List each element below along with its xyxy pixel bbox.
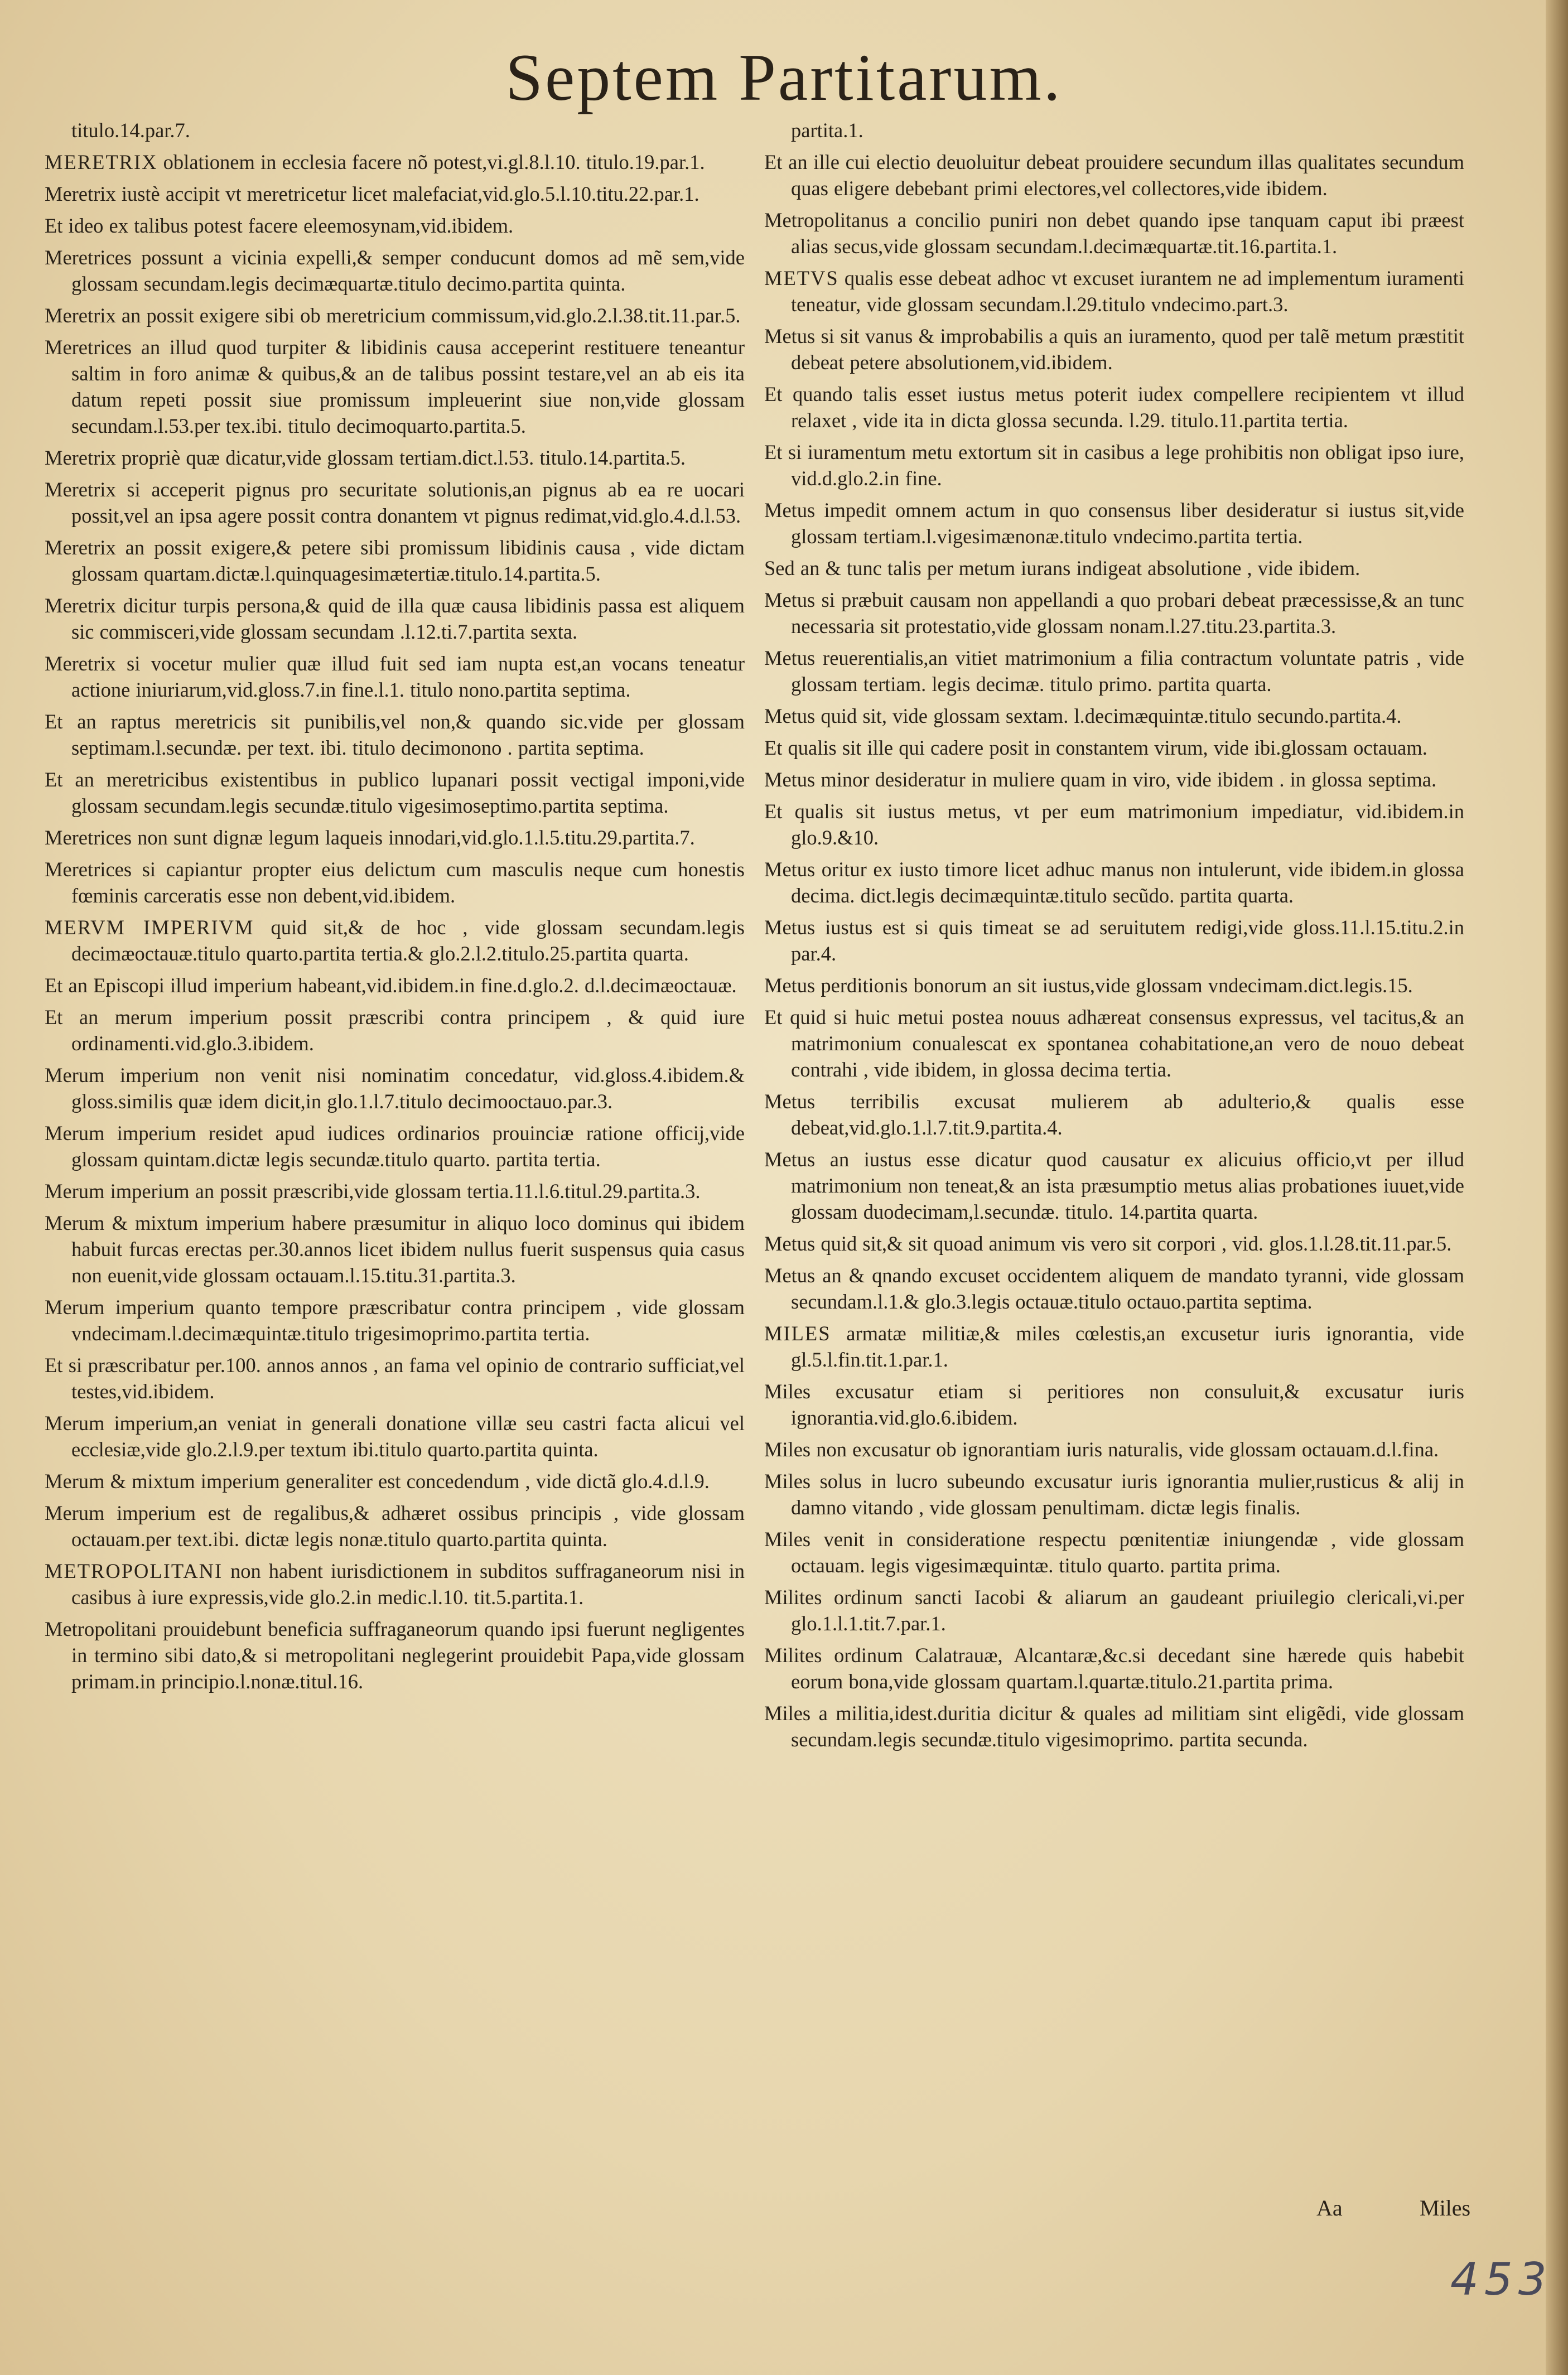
entry-headword: MERETRIX xyxy=(45,151,158,173)
entry-text: Et si iuramentum metu extortum sit in casibus a lege prohibitis non obligat ipso iure, vid.d.glo.2.in fine. xyxy=(764,441,1464,490)
index-entry xyxy=(45,181,745,207)
entry-text: Et an meretricibus existentibus in publico lupanari possit vectigal imponi,vide glossam secundam.legis secundæ.titulo vigesimoseptimo.partita septima. xyxy=(45,768,745,817)
index-entry xyxy=(764,1700,1464,1753)
index-entry xyxy=(45,1004,745,1056)
index-entry xyxy=(764,1642,1464,1695)
entry-text: Metus si præbuit causam non appellandi a quo probari debeat præcessisse,& an tunc necessaria sit protestatio,vide glossam nonam.l.27.titu.23.partita.3. xyxy=(764,588,1464,638)
entry-text: Meretrix an possit exigere,& petere sibi promissum libidinis causa , vide dictam glossam quartam.dictæ.l.quinquagesimætertiæ.titulo.14.partita.5. xyxy=(45,536,745,585)
entry-text: Metus oritur ex iusto timore licet adhuc manus non intulerunt, vide ibidem.in glossa decima. dict.legis decimæquintæ.titulo secũdo. partita quarta. xyxy=(764,858,1464,907)
entry-text: armatæ militiæ,& miles cœlestis,an excusetur iuris ignorantia, vide gl.5.l.fin.tit.1.par.1. xyxy=(791,1322,1464,1371)
index-entry xyxy=(45,1178,745,1204)
index-entry xyxy=(764,1004,1464,1083)
index-entry xyxy=(764,1378,1464,1431)
index-entry xyxy=(45,592,745,645)
index-entry xyxy=(764,1468,1464,1520)
index-entry xyxy=(764,798,1464,851)
entry-text: Et an raptus meretricis sit punibilis,vel non,& quando sic.vide per glossam septimam.l.secundæ. per text. ibi. titulo decimonono . partita septima. xyxy=(45,710,745,759)
index-entry xyxy=(45,914,745,967)
entry-text: Meretrix iustè accipit vt meretricetur licet malefaciat,vid.glo.5.l.10.titu.22.par.1. xyxy=(45,182,699,205)
catchword: Miles xyxy=(1420,2195,1471,2220)
index-entry xyxy=(45,1210,745,1288)
entry-text: Meretrices an illud quod turpiter & libidinis causa acceperint restituere teneantur saltim in foro animæ & quibus,& an de talibus possint testare,vel an ab eis ita datum repeti possit siue promissum impleuerint siue non,vide glossam secundam.l.53.per tex.ibi. titulo decimoquarto.partita.5. xyxy=(45,336,745,437)
entry-text: Metus impedit omnem actum in quo consensus liber desideratur si iustus sit,vide glossam tertiam.l.vigesimænonæ.titulo vndecimo.partita tertia. xyxy=(764,499,1464,548)
entry-text: Metus reuerentialis,an vitiet matrimonium a filia contractum voluntate patris , vide glossam tertiam. legis decimæ. titulo primo. partita quarta. xyxy=(764,646,1464,696)
index-entry xyxy=(764,555,1464,581)
index-entry xyxy=(45,1500,745,1552)
right-column xyxy=(764,117,1464,1758)
index-entry xyxy=(45,302,745,329)
page-title: Septem Partitarum. xyxy=(505,40,1063,114)
entry-text: Et quid si huic metui postea nouus adhæreat consensus expressus, vel tacitus,& an matrimonium conualescat ex spontanea cohabitatione,an vero de nouo debeat contrahi , vide ibidem, in glossa decima tertia. xyxy=(764,1006,1464,1081)
index-entry xyxy=(45,824,745,851)
entry-text: Miles non excusatur ob ignorantiam iuris naturalis, vide glossam octauam.d.l.fina. xyxy=(764,1438,1439,1461)
index-entry xyxy=(45,244,745,297)
entry-headword: METROPOLITANI xyxy=(45,1560,223,1582)
index-entry xyxy=(764,703,1464,729)
index-entry xyxy=(764,587,1464,639)
entry-text: Metus an & qnando excuset occidentem aliquem de mandato tyranni, vide glossam secundam.l.1.& glo.3.legis octauæ.titulo octauo.partita septima. xyxy=(764,1264,1464,1313)
index-entry xyxy=(45,766,745,819)
entry-text: Et an merum imperium possit præscribi contra principem , & quid iure ordinamenti.vid.glo.3.ibidem. xyxy=(45,1006,745,1055)
entry-text: Meretrices non sunt dignæ legum laqueis innodari,vid.glo.1.l.5.titu.29.partita.7. xyxy=(45,826,695,849)
entry-text: Et ideo ex talibus potest facere eleemosynam,vid.ibidem. xyxy=(45,214,514,237)
entry-text: Merum imperium residet apud iudices ordinarios prouinciæ ratione officij,vide glossam quintam.dictæ legis secundæ.titulo quarto. partita tertia. xyxy=(45,1122,745,1171)
index-entry xyxy=(764,1146,1464,1225)
entry-text: Miles a militia,idest.duritia dicitur & quales ad militiam sint eligẽdi, vide glossam secundam.legis secundæ.titulo vigesimoprimo. partita secunda. xyxy=(764,1702,1464,1751)
index-entry xyxy=(45,213,745,239)
index-entry xyxy=(764,1526,1464,1578)
page-edge xyxy=(1546,0,1568,2375)
entry-text: Metus terribilis excusat mulierem ab adulterio,& qualis esse debeat,vid.glo.1.l.7.tit.9.partita.4. xyxy=(764,1090,1464,1139)
index-entry xyxy=(764,497,1464,549)
entry-text: Merum imperium,an veniat in generali donatione villæ seu castri facta alicui vel ecclesiæ,vide glo.2.l.9.per textum ibi.titulo quarto.partita quinta. xyxy=(45,1412,745,1461)
entry-text: Merum imperium quanto tempore præscribatur contra principem , vide glossam vndecimam.l.decimæquintæ.titulo trigesimoprimo.partita tertia. xyxy=(45,1296,745,1345)
index-entry xyxy=(45,1616,745,1695)
entry-text: Metropolitani prouidebunt beneficia suffraganeorum quando ipsi fuerunt negligentes in termino sibi dato,& si metropolitani neglegerint prouidebit Papa,vide glossam primam.in principio.l.nonæ.titul.16. xyxy=(45,1618,745,1693)
left-column xyxy=(45,117,745,1700)
entry-text: Merum imperium non venit nisi nominatim concedatur, vid.gloss.4.ibidem.& gloss.similis quæ idem dicit,in glo.1.l.7.titulo decimooctauo.par.3. xyxy=(45,1064,745,1113)
entry-text: Miles venit in consideratione respectu pœnitentiæ iniungendæ , vide glossam octauam. legis vigesimæquintæ. titulo quarto. partita prima. xyxy=(764,1528,1464,1577)
index-entry xyxy=(764,856,1464,909)
entry-text: Et an Episcopi illud imperium habeant,vid.ibidem.in fine.d.glo.2. d.l.decimæoctauæ. xyxy=(45,974,737,997)
entry-text: Miles excusatur etiam si peritiores non consuluit,& excusatur iuris ignorantia.vid.glo.6.ibidem. xyxy=(764,1380,1464,1429)
entry-text: Milites ordinum sancti Iacobi & aliarum an gaudeant priuilegio clericali,vi.per glo.1.l.1.tit.7.par.1. xyxy=(764,1586,1464,1635)
entry-text: Et an ille cui electio deuoluitur debeat prouidere secundum illas qualitates secundum quas eligere debebant primi electores,vel collectores,vide ibidem. xyxy=(764,151,1464,200)
index-entry xyxy=(45,708,745,761)
entry-headword: MILES xyxy=(764,1322,831,1345)
entry-headword: MERVM IMPERIVM xyxy=(45,916,254,939)
entry-text: Metus perditionis bonorum an sit iustus,vide glossam vndecimam.dict.legis.15. xyxy=(764,974,1413,997)
index-entry xyxy=(764,381,1464,433)
index-entry xyxy=(764,735,1464,761)
index-entry xyxy=(764,207,1464,259)
index-entry xyxy=(45,334,745,439)
index-entry xyxy=(45,1352,745,1404)
index-entry xyxy=(45,650,745,703)
index-entry xyxy=(45,856,745,909)
entry-text: non habent iurisdictionem in subditos suffraganeorum nisi in casibus à iure expressis,vide glo.2.in medic.l.10. tit.5.partita.1. xyxy=(71,1560,745,1609)
entry-text: Meretrix si vocetur mulier quæ illud fuit sed iam nupta est,an vocans teneatur actione iniuriarum,vid.gloss.7.in fine.l.1. titulo nono.partita septima. xyxy=(45,652,745,701)
index-entry xyxy=(45,1468,745,1494)
entry-text: Metus si sit vanus & improbabilis a quis an iuramento, quod per talẽ metum præstitit debeat petere absolutionem,vid.ibidem. xyxy=(764,325,1464,374)
entry-text: Meretrix propriè quæ dicatur,vide glossam tertiam.dict.l.53. titulo.14.partita.5. xyxy=(45,446,686,469)
index-entry xyxy=(45,476,745,529)
entry-text: Et quando talis esset iustus metus poterit iudex compellere recipientem vt illud relaxet , vide ita in dicta glossa secunda. l.29. titulo.11.partita tertia. xyxy=(764,383,1464,432)
index-entry xyxy=(764,645,1464,697)
entry-text: Et qualis sit iustus metus, vt per eum matrimonium impediatur, vid.ibidem.in glo.9.&10. xyxy=(764,800,1464,849)
index-entry xyxy=(45,534,745,587)
entry-text: Meretrices possunt a vicinia expelli,& semper conducunt domos ad mẽ sem,vide glossam secundam.legis decimæquartæ.titulo decimo.partita quinta. xyxy=(45,246,745,295)
entry-text: oblationem in ecclesia facere nõ potest,vi.gl.8.l.10. titulo.19.par.1. xyxy=(157,151,705,173)
entry-text: Metus an iustus esse dicatur quod causatur ex alicuius officio,vt per illud matrimonium non teneat,& an ista præsumptio metus alias probationes iuuet,vide glossam duodecimam,l.secundæ. titulo. 14.partita quarta. xyxy=(764,1148,1464,1223)
index-entry xyxy=(764,1320,1464,1373)
entry-text: Merum imperium est de regalibus,& adhæret ossibus principis , vide glossam octauam.per text.ibi. dictæ legis nonæ.titulo quarto.partita quinta. xyxy=(45,1502,745,1551)
entry-text: Merum & mixtum imperium generaliter est concedendum , vide dictã glo.4.d.l.9. xyxy=(45,1470,710,1493)
entry-text: Et qualis sit ille qui cadere posit in constantem virum, vide ibi.glossam octauam. xyxy=(764,736,1427,759)
index-entry xyxy=(45,1558,745,1610)
index-entry xyxy=(45,972,745,998)
index-entry xyxy=(45,1062,745,1114)
entry-headword: METVS xyxy=(764,267,839,289)
index-entry xyxy=(764,439,1464,491)
entry-text: Metropolitanus a concilio puniri non debet quando ipse tanquam caput ibi præest alias secus,vide glossam secundam.l.decimæquartæ.tit.16.partita.1. xyxy=(764,209,1464,258)
entry-text: Metus quid sit, vide glossam sextam. l.decimæquintæ.titulo secundo.partita.4. xyxy=(764,704,1402,727)
entry-text: Et si præscribatur per.100. annos annos , an fama vel opinio de contrario sufficiat,vel testes,vid.ibidem. xyxy=(45,1354,745,1403)
index-entry xyxy=(45,117,745,143)
index-entry xyxy=(764,914,1464,967)
index-entry xyxy=(764,323,1464,375)
entry-text: Meretrix si acceperit pignus pro securitate solutionis,an pignus ab ea re uocari possit,vel an ipsa agere possit contra donantem vt pignus redimat,vid.glo.4.d.l.53. xyxy=(45,478,745,527)
entry-text: titulo.14.par.7. xyxy=(71,119,190,142)
index-entry xyxy=(764,117,1464,143)
index-entry xyxy=(764,1088,1464,1141)
entry-text: Miles solus in lucro subeundo excusatur iuris ignorantia mulier,rusticus & alij in damno vitando , vide glossam penultimam. dictæ legis finalis. xyxy=(764,1470,1464,1519)
entry-text: Meretrix dicitur turpis persona,& quid de illa quæ causa libidinis passa est aliquem sic commisceri,vide glossam secundam .l.12.ti.7.partita sexta. xyxy=(45,594,745,643)
entry-text: Merum imperium an possit præscribi,vide glossam tertia.11.l.6.titul.29.partita.3. xyxy=(45,1180,701,1203)
entry-text: Metus quid sit,& sit quoad animum vis vero sit corpori , vid. glos.1.l.28.tit.11.par.5. xyxy=(764,1232,1452,1255)
index-entry xyxy=(45,1120,745,1172)
entry-text: partita.1. xyxy=(791,119,863,142)
entry-text: Milites ordinum Calatrauæ, Alcantaræ,&c.si decedant sine hærede quis habebit eorum bona,vide glossam quartam.l.quartæ.titulo.21.partita prima. xyxy=(764,1644,1464,1693)
index-entry xyxy=(764,1436,1464,1462)
entry-text: Meretrix an possit exigere sibi ob meretricium commissum,vid.glo.2.l.38.tit.11.par.5. xyxy=(45,304,741,327)
entry-text: Metus iustus est si quis timeat se ad seruitutem redigi,vide gloss.11.l.15.titu.2.in par.4. xyxy=(764,916,1464,965)
entry-text: quid sit,& de hoc , vide glossam secundam.legis decimæoctauæ.titulo quarto.partita tertia.& glo.2.l.2.titulo.25.partita quarta. xyxy=(71,916,745,965)
index-entry xyxy=(764,1584,1464,1637)
index-entry xyxy=(764,1230,1464,1257)
signature-mark: Aa xyxy=(1316,2195,1343,2220)
index-entry xyxy=(764,972,1464,998)
index-entry xyxy=(764,766,1464,793)
entry-text: Metus minor desideratur in muliere quam in viro, vide ibidem . in glossa septima. xyxy=(764,768,1437,791)
index-entry xyxy=(45,445,745,471)
index-entry xyxy=(45,149,745,175)
folio-number: 453 xyxy=(1450,2253,1552,2305)
index-entry xyxy=(764,149,1464,201)
entry-text: qualis esse debeat adhoc vt excuset iurantem ne ad implementum iuramenti teneatur, vide glossam secundam.l.29.titulo vndecimo.part.3. xyxy=(791,267,1464,316)
entry-text: Meretrices si capiantur propter eius delictum cum masculis neque cum honestis fœminis carceratis esse non debent,vid.ibidem. xyxy=(45,858,745,907)
index-entry xyxy=(764,1262,1464,1315)
entry-text: Sed an & tunc talis per metum iurans indigeat absolutione , vide ibidem. xyxy=(764,557,1360,580)
entry-text: Merum & mixtum imperium habere præsumitur in aliquo loco dominus qui ibidem habuit furcas erectas per.30.annos licet ibidem nullus fuerit suspensus quia casus non euenit,vide glossam octauam.l.15.titu.31.partita.3. xyxy=(45,1211,745,1287)
index-entry xyxy=(45,1294,745,1346)
index-entry xyxy=(764,265,1464,317)
index-entry xyxy=(45,1410,745,1462)
